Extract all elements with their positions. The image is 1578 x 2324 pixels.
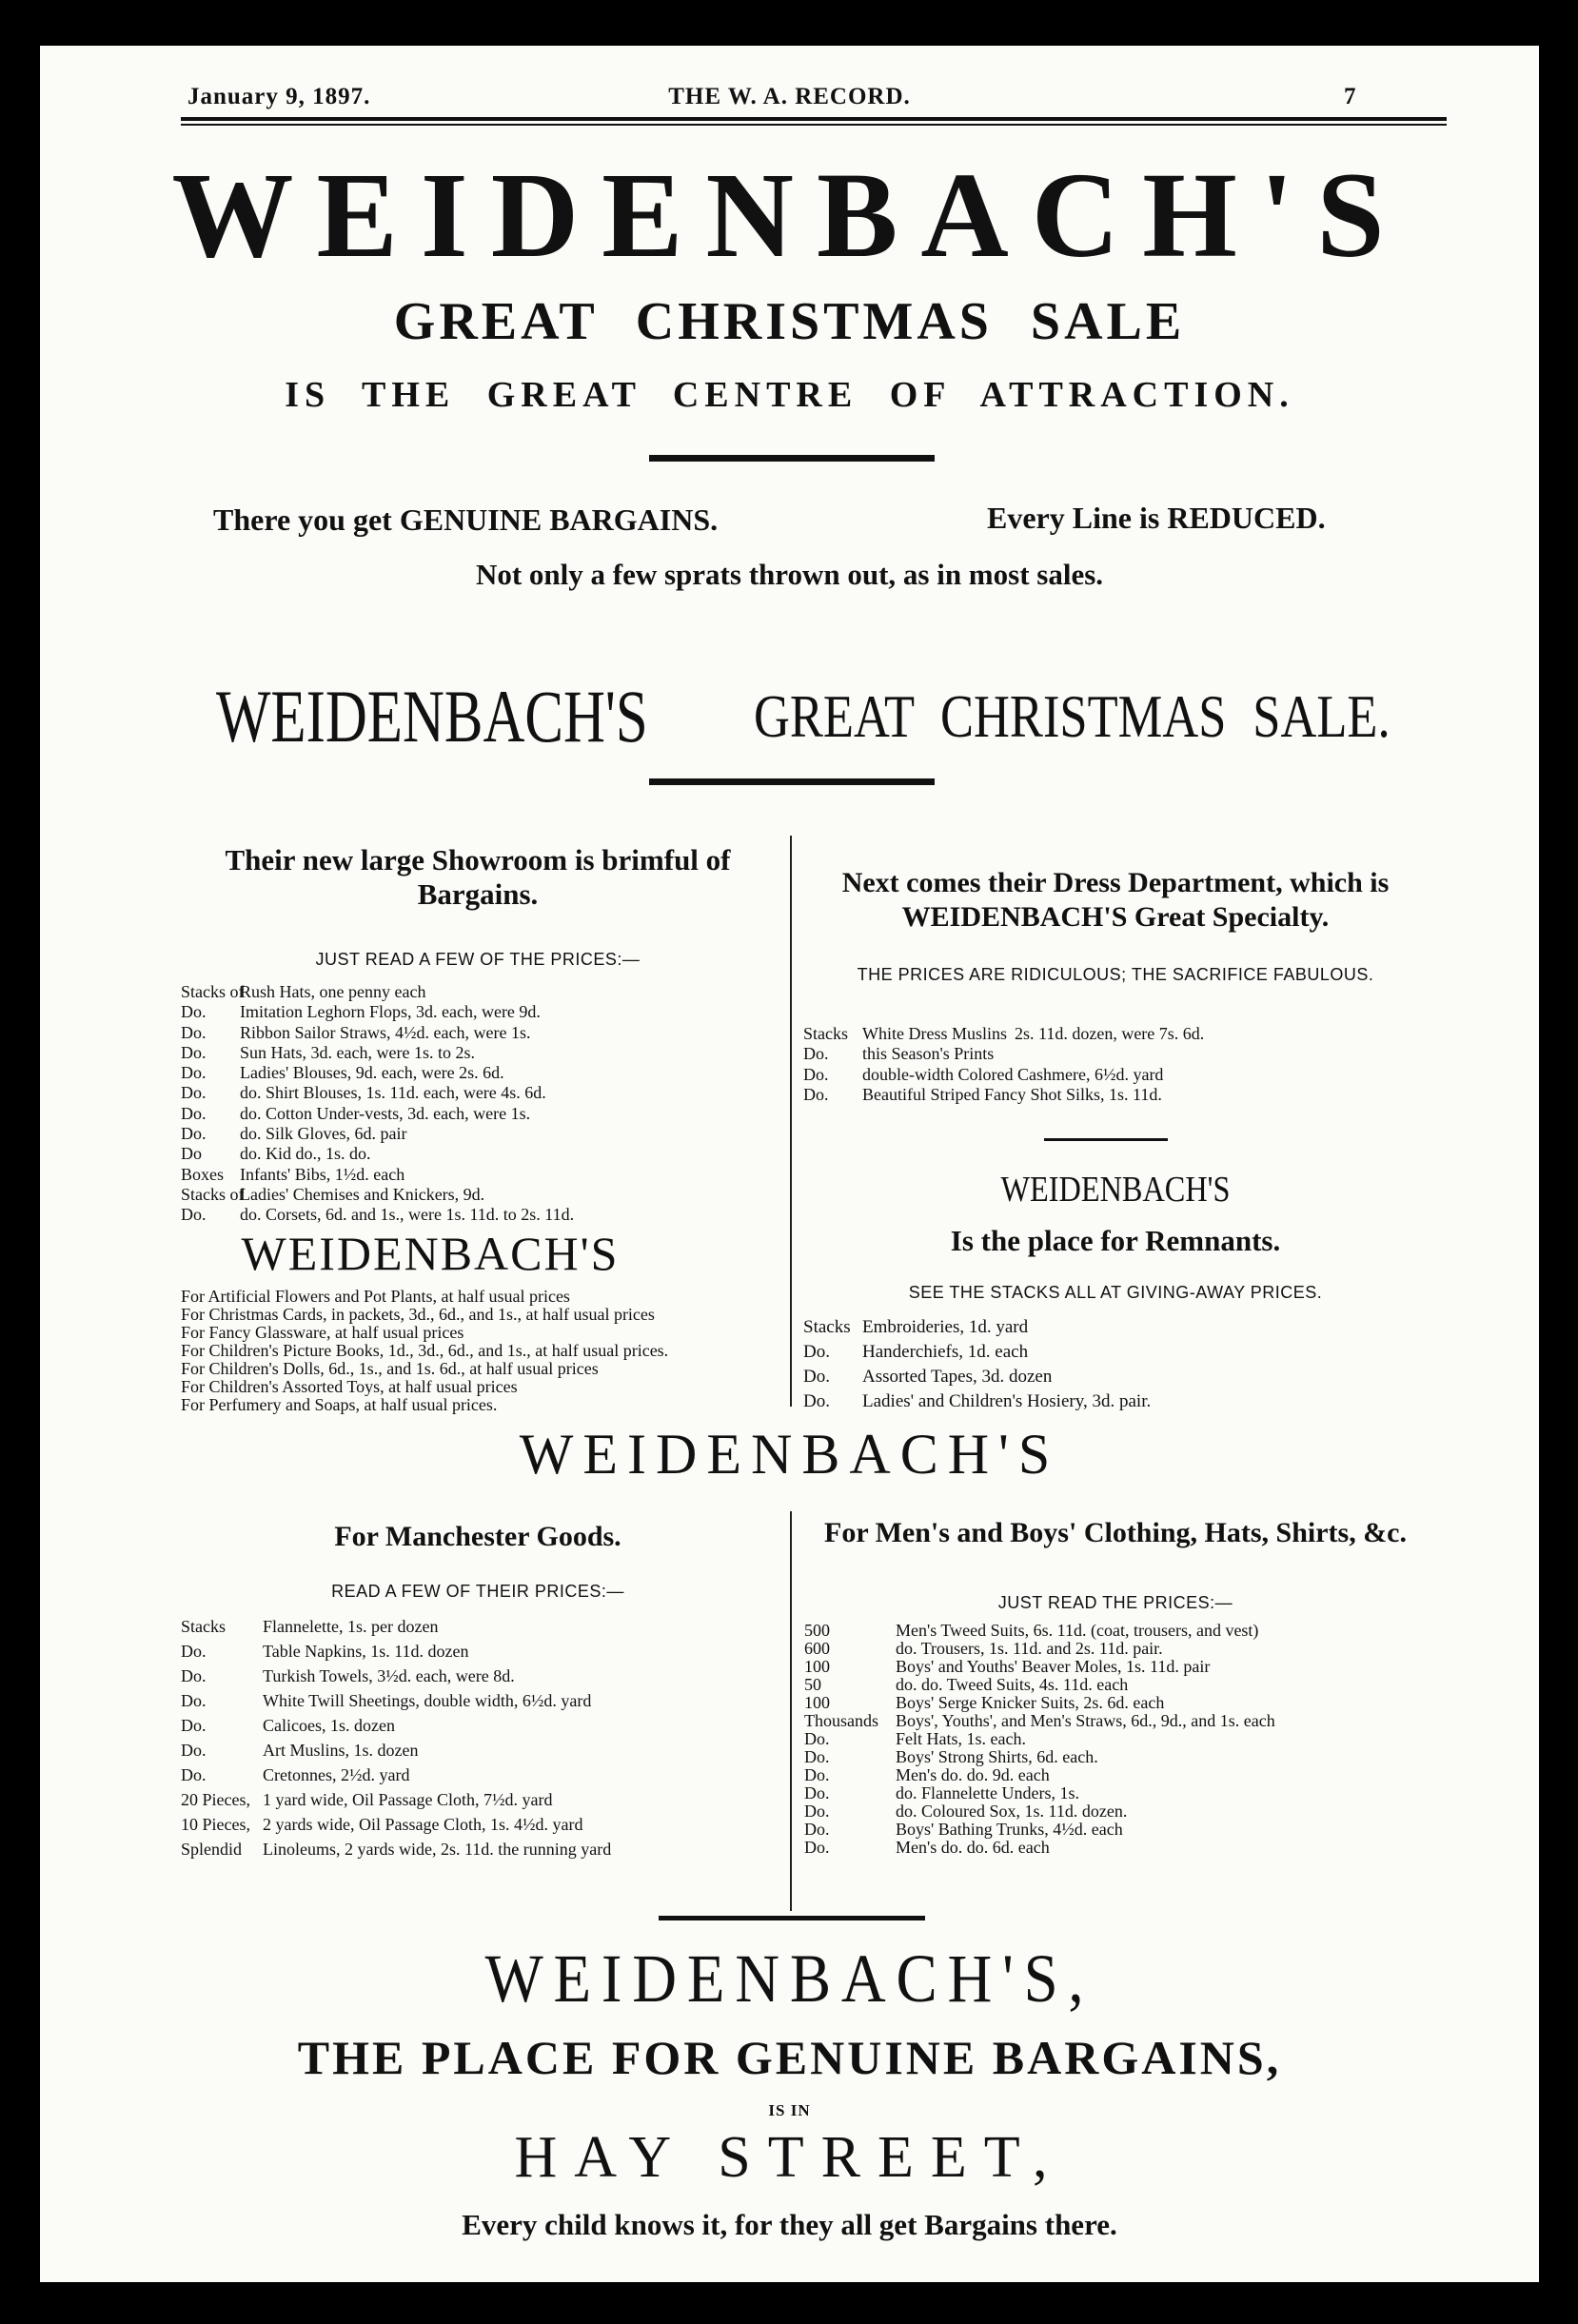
is-in-line: IS IN — [768, 2101, 811, 2119]
divider — [649, 778, 935, 785]
header-rule — [181, 117, 1447, 121]
price-row — [181, 1812, 790, 1837]
price-row-label: Do. — [803, 1367, 830, 1387]
mens-subheading: JUST READ THE PRICES:— — [997, 1593, 1233, 1612]
price-row — [181, 1104, 780, 1124]
price-row-text: White Dress Muslins — [862, 1024, 1007, 1043]
price-row-label: 600 — [804, 1639, 830, 1658]
price-row-label: Thousands — [804, 1711, 878, 1730]
price-row-label: Stacks — [803, 1317, 851, 1337]
price-row-label: 100 — [804, 1657, 830, 1676]
price-row — [181, 1738, 790, 1763]
price-row-text: Men's Tweed Suits, 6s. 11d. (coat, trousers, and vest) — [896, 1621, 1259, 1640]
price-row-label: Do. — [181, 1022, 207, 1042]
price-row-text: do. Shirt Blouses, 1s. 11d. each, were 4s. 6d. — [240, 1083, 546, 1103]
price-row-label: Do. — [181, 1124, 207, 1144]
price-row — [804, 1622, 1432, 1640]
price-row-label: Do. — [804, 1783, 830, 1802]
price-row-text: Men's do. do. 9d. each — [896, 1765, 1050, 1784]
bargains-line-right: Every Line is REDUCED. — [987, 501, 1326, 535]
dress-heading: Next comes their Dress Department, which is WEIDENBACH'S Great Specialty. — [841, 867, 1390, 933]
header-rule-thin — [181, 124, 1447, 126]
price-row — [803, 1044, 1431, 1064]
price-row-label: Do. — [803, 1064, 829, 1084]
price-row-text: do. Trousers, 1s. 11d. and 2s. 11d. pair. — [896, 1639, 1163, 1658]
brand-headline: WEIDENBACH'S — [171, 148, 1408, 283]
showroom-subheading: JUST READ A FEW OF THE PRICES:— — [315, 950, 641, 969]
price-row-text: Ladies' and Children's Hosiery, 3d. pair. — [862, 1391, 1152, 1411]
price-row-label: Stacks — [803, 1024, 848, 1043]
manchester-price-list — [181, 1614, 790, 1861]
price-row — [181, 1763, 790, 1787]
price-row-label: Do. — [181, 1063, 207, 1083]
price-row-label: Do. — [804, 1747, 830, 1766]
price-row-label: Do. — [804, 1802, 830, 1821]
price-row-text: Boys' Bathing Trunks, 4½d. each — [896, 1820, 1123, 1839]
halfprice-item: For Fancy Glassware, at half usual prices — [181, 1323, 464, 1342]
divider — [659, 1916, 925, 1920]
price-row — [181, 1185, 780, 1205]
price-row-label: Do — [181, 1144, 202, 1164]
price-row — [804, 1784, 1432, 1802]
price-row-label: Stacks of — [181, 1184, 245, 1204]
price-row-text: Art Muslins, 1s. dozen — [263, 1741, 419, 1760]
showroom-heading: Their new large Showroom is brimful of Bargains. — [225, 843, 731, 911]
price-row — [804, 1839, 1432, 1857]
price-row-label: Boxes — [181, 1164, 224, 1184]
price-row-label: Do. — [804, 1820, 830, 1839]
price-row — [181, 1063, 780, 1083]
issue-date: January 9, 1897. — [187, 84, 371, 109]
price-row — [181, 1083, 780, 1103]
mens-heading: For Men's and Boys' Clothing, Hats, Shirts, &c. — [824, 1517, 1407, 1548]
genuine-bargains-line: THE PLACE FOR GENUINE BARGAINS, — [297, 2031, 1282, 2084]
price-row — [804, 1748, 1432, 1766]
price-row — [803, 1389, 1431, 1414]
price-row-label: 20 Pieces, — [181, 1790, 250, 1809]
price-row-label: 50 — [804, 1675, 821, 1694]
price-row — [181, 1639, 790, 1664]
tagline: IS THE GREAT CENTRE OF ATTRACTION. — [285, 375, 1294, 415]
price-row — [181, 1837, 790, 1861]
halfprice-item: For Children's Picture Books, 1d., 3d., 6d., and 1s., at half usual prices. — [181, 1341, 669, 1360]
price-row — [181, 1144, 780, 1164]
price-row — [803, 1340, 1431, 1365]
halfprice-list — [181, 1288, 790, 1414]
closing-line: Every child knows it, for they all get Bargains there. — [462, 2208, 1117, 2241]
price-row — [804, 1676, 1432, 1694]
divider — [1044, 1138, 1168, 1141]
price-row-label: Do. — [181, 1642, 207, 1661]
price-row — [181, 1002, 780, 1022]
price-row-label: Do. — [803, 1342, 830, 1362]
halfprice-item: For Christmas Cards, in packets, 3d., 6d., and 1s., at half usual prices — [181, 1305, 655, 1324]
price-row-text: Embroideries, 1d. yard — [862, 1317, 1029, 1337]
price-row-text: Ribbon Sailor Straws, 4½d. each, were 1s. — [240, 1022, 531, 1042]
divider — [649, 455, 935, 462]
price-row-label: Do. — [181, 1741, 207, 1760]
price-row-text: Boys', Youths', and Men's Straws, 6d., 9d., and 1s. each — [896, 1711, 1275, 1730]
sale-headline: GREAT CHRISTMAS SALE — [393, 292, 1186, 351]
price-row-label: Do. — [181, 1765, 207, 1784]
price-row-text: 2 yards wide, Oil Passage Cloth, 1s. 4½d. yard — [263, 1815, 583, 1834]
sprats-line: Not only a few sprats thrown out, as in most sales. — [475, 558, 1104, 591]
halfprice-item: For Children's Assorted Toys, at half usual prices — [181, 1377, 518, 1396]
remnants-brand: WEIDENBACH'S — [1000, 1170, 1231, 1210]
price-row-extra: 2s. 11d. dozen, were 7s. 6d. — [1015, 1024, 1205, 1043]
price-row-label: Do. — [803, 1084, 829, 1104]
price-row-label: Stacks of — [181, 982, 245, 1001]
price-row — [804, 1658, 1432, 1676]
column-divider — [790, 1511, 792, 1911]
price-row-text: White Twill Sheetings, double width, 6½d. yard — [263, 1691, 592, 1710]
price-row-label: Do. — [181, 1002, 207, 1022]
price-row — [803, 1024, 1431, 1044]
price-row-label: Stacks — [181, 1617, 226, 1636]
price-row — [181, 1614, 790, 1639]
price-row-label: Do. — [804, 1729, 830, 1748]
price-row-text: this Season's Prints — [862, 1044, 995, 1064]
page-number: 7 — [1344, 84, 1357, 109]
price-row-text: Linoleums, 2 yards wide, 2s. 11d. the running yard — [263, 1840, 612, 1859]
price-row — [803, 1085, 1431, 1105]
price-row-label: Do. — [803, 1391, 830, 1411]
price-row-text: Imitation Leghorn Flops, 3d. each, were 9d. — [240, 1002, 541, 1022]
price-row — [803, 1065, 1431, 1085]
price-row-text: do. Cotton Under-vests, 3d. each, were 1s. — [240, 1103, 531, 1123]
dress-subheading: THE PRICES ARE RIDICULOUS; THE SACRIFICE FABULOUS. — [857, 965, 1374, 984]
price-row-label: Do. — [181, 1716, 207, 1735]
price-row — [804, 1730, 1432, 1748]
third-brand: WEIDENBACH'S — [519, 1423, 1060, 1486]
price-row — [804, 1821, 1432, 1839]
column-divider — [790, 836, 792, 1407]
bottom-brand: WEIDENBACH'S, — [484, 1940, 1095, 2017]
remnants-subheading: SEE THE STACKS ALL AT GIVING-AWAY PRICES. — [908, 1283, 1323, 1302]
price-row — [181, 1688, 790, 1713]
price-row-text: Calicoes, 1s. dozen — [263, 1716, 395, 1735]
price-row — [181, 1664, 790, 1688]
price-row-text: Men's do. do. 6d. each — [896, 1838, 1050, 1857]
price-row-text: Sun Hats, 3d. each, were 1s. to 2s. — [240, 1042, 475, 1062]
price-row-label: Do. — [181, 1103, 207, 1123]
manchester-heading: For Manchester Goods. — [334, 1521, 621, 1552]
hay-street: HAY STREET, — [514, 2125, 1065, 2190]
price-row-text: Cretonnes, 2½d. yard — [263, 1765, 410, 1784]
price-row-text: Rush Hats, one penny each — [240, 982, 426, 1001]
price-row — [181, 1787, 790, 1812]
price-row-label: Do. — [181, 1205, 207, 1225]
manchester-subheading: READ A FEW OF THEIR PRICES:— — [331, 1582, 624, 1601]
mens-price-list — [804, 1622, 1432, 1857]
price-row-text: double-width Colored Cashmere, 6½d. yard — [862, 1064, 1164, 1084]
price-row-text: Assorted Tapes, 3d. dozen — [862, 1367, 1053, 1387]
halfprice-item: For Artificial Flowers and Pot Plants, at half usual prices — [181, 1287, 570, 1306]
newspaper-page — [40, 46, 1539, 2282]
price-row-text: do. Coloured Sox, 1s. 11d. dozen. — [896, 1802, 1128, 1821]
price-row-label: Splendid — [181, 1840, 243, 1859]
price-row-text: do. do. Tweed Suits, 4s. 11d. each — [896, 1675, 1129, 1694]
price-row-text: Handerchiefs, 1d. each — [862, 1342, 1029, 1362]
price-row — [804, 1694, 1432, 1712]
price-row-text: do. Silk Gloves, 6d. pair — [240, 1124, 407, 1144]
price-row-label: Do. — [804, 1765, 830, 1784]
bargains-line-left: There you get GENUINE BARGAINS. — [213, 502, 719, 537]
price-row — [803, 1315, 1431, 1340]
price-row — [804, 1640, 1432, 1658]
price-row-text: do. Corsets, 6d. and 1s., were 1s. 11d. to 2s. 11d. — [240, 1205, 575, 1225]
price-row-text: Felt Hats, 1s. each. — [896, 1729, 1026, 1748]
price-row-text: Boys' Serge Knicker Suits, 2s. 6d. each — [896, 1693, 1165, 1712]
price-row-text: Beautiful Striped Fancy Shot Silks, 1s. 11d. — [862, 1084, 1162, 1104]
paper-title: THE W. A. RECORD. — [668, 84, 911, 109]
price-row-text: Ladies' Chemises and Knickers, 9d. — [240, 1184, 485, 1204]
dress-price-list — [803, 1024, 1431, 1105]
price-row-label: 500 — [804, 1621, 830, 1640]
price-row-text: Boys' Strong Shirts, 6d. each. — [896, 1747, 1098, 1766]
halfprice-brand: WEIDENBACH'S — [241, 1227, 620, 1280]
price-row — [181, 982, 780, 1002]
price-row-label: Do. — [181, 1666, 207, 1685]
price-row-label: Do. — [181, 1691, 207, 1710]
price-row — [181, 1124, 780, 1144]
price-row — [803, 1365, 1431, 1389]
price-row-text: Infants' Bibs, 1½d. each — [240, 1164, 405, 1184]
price-row-text: do. Kid do., 1s. do. — [240, 1144, 371, 1164]
price-row — [181, 1713, 790, 1738]
price-row-label: Do. — [181, 1042, 207, 1062]
second-sale: GREAT CHRISTMAS SALE. — [754, 682, 1391, 750]
price-row-label: Do. — [803, 1044, 829, 1064]
price-row-text: Boys' and Youths' Beaver Moles, 1s. 11d. pair — [896, 1657, 1211, 1676]
price-row — [181, 1205, 780, 1225]
showroom-price-list — [181, 982, 780, 1226]
price-row-label: 10 Pieces, — [181, 1815, 250, 1834]
price-row — [181, 1165, 780, 1185]
price-row-text: do. Flannelette Unders, 1s. — [896, 1783, 1079, 1802]
price-row-label: 100 — [804, 1693, 830, 1712]
price-row-text: 1 yard wide, Oil Passage Cloth, 7½d. yard — [263, 1790, 553, 1809]
remnants-heading: Is the place for Remnants. — [950, 1224, 1281, 1257]
price-row — [804, 1712, 1432, 1730]
price-row-label: Do. — [181, 1083, 207, 1103]
price-row — [181, 1023, 780, 1043]
price-row-text: Table Napkins, 1s. 11d. dozen — [263, 1642, 469, 1661]
price-row — [804, 1802, 1432, 1821]
remnants-list — [803, 1315, 1431, 1414]
price-row-text: Flannelette, 1s. per dozen — [263, 1617, 439, 1636]
halfprice-item: For Perfumery and Soaps, at half usual prices. — [181, 1395, 498, 1414]
price-row-label: Do. — [804, 1838, 830, 1857]
price-row — [804, 1766, 1432, 1784]
price-row — [181, 1043, 780, 1063]
price-row-text: Turkish Towels, 3½d. each, were 8d. — [263, 1666, 515, 1685]
second-brand: WEIDENBACH'S — [216, 675, 648, 758]
price-row-text: Ladies' Blouses, 9d. each, were 2s. 6d. — [240, 1063, 504, 1083]
halfprice-item: For Children's Dolls, 6d., 1s., and 1s. 6d., at half usual prices — [181, 1359, 599, 1378]
